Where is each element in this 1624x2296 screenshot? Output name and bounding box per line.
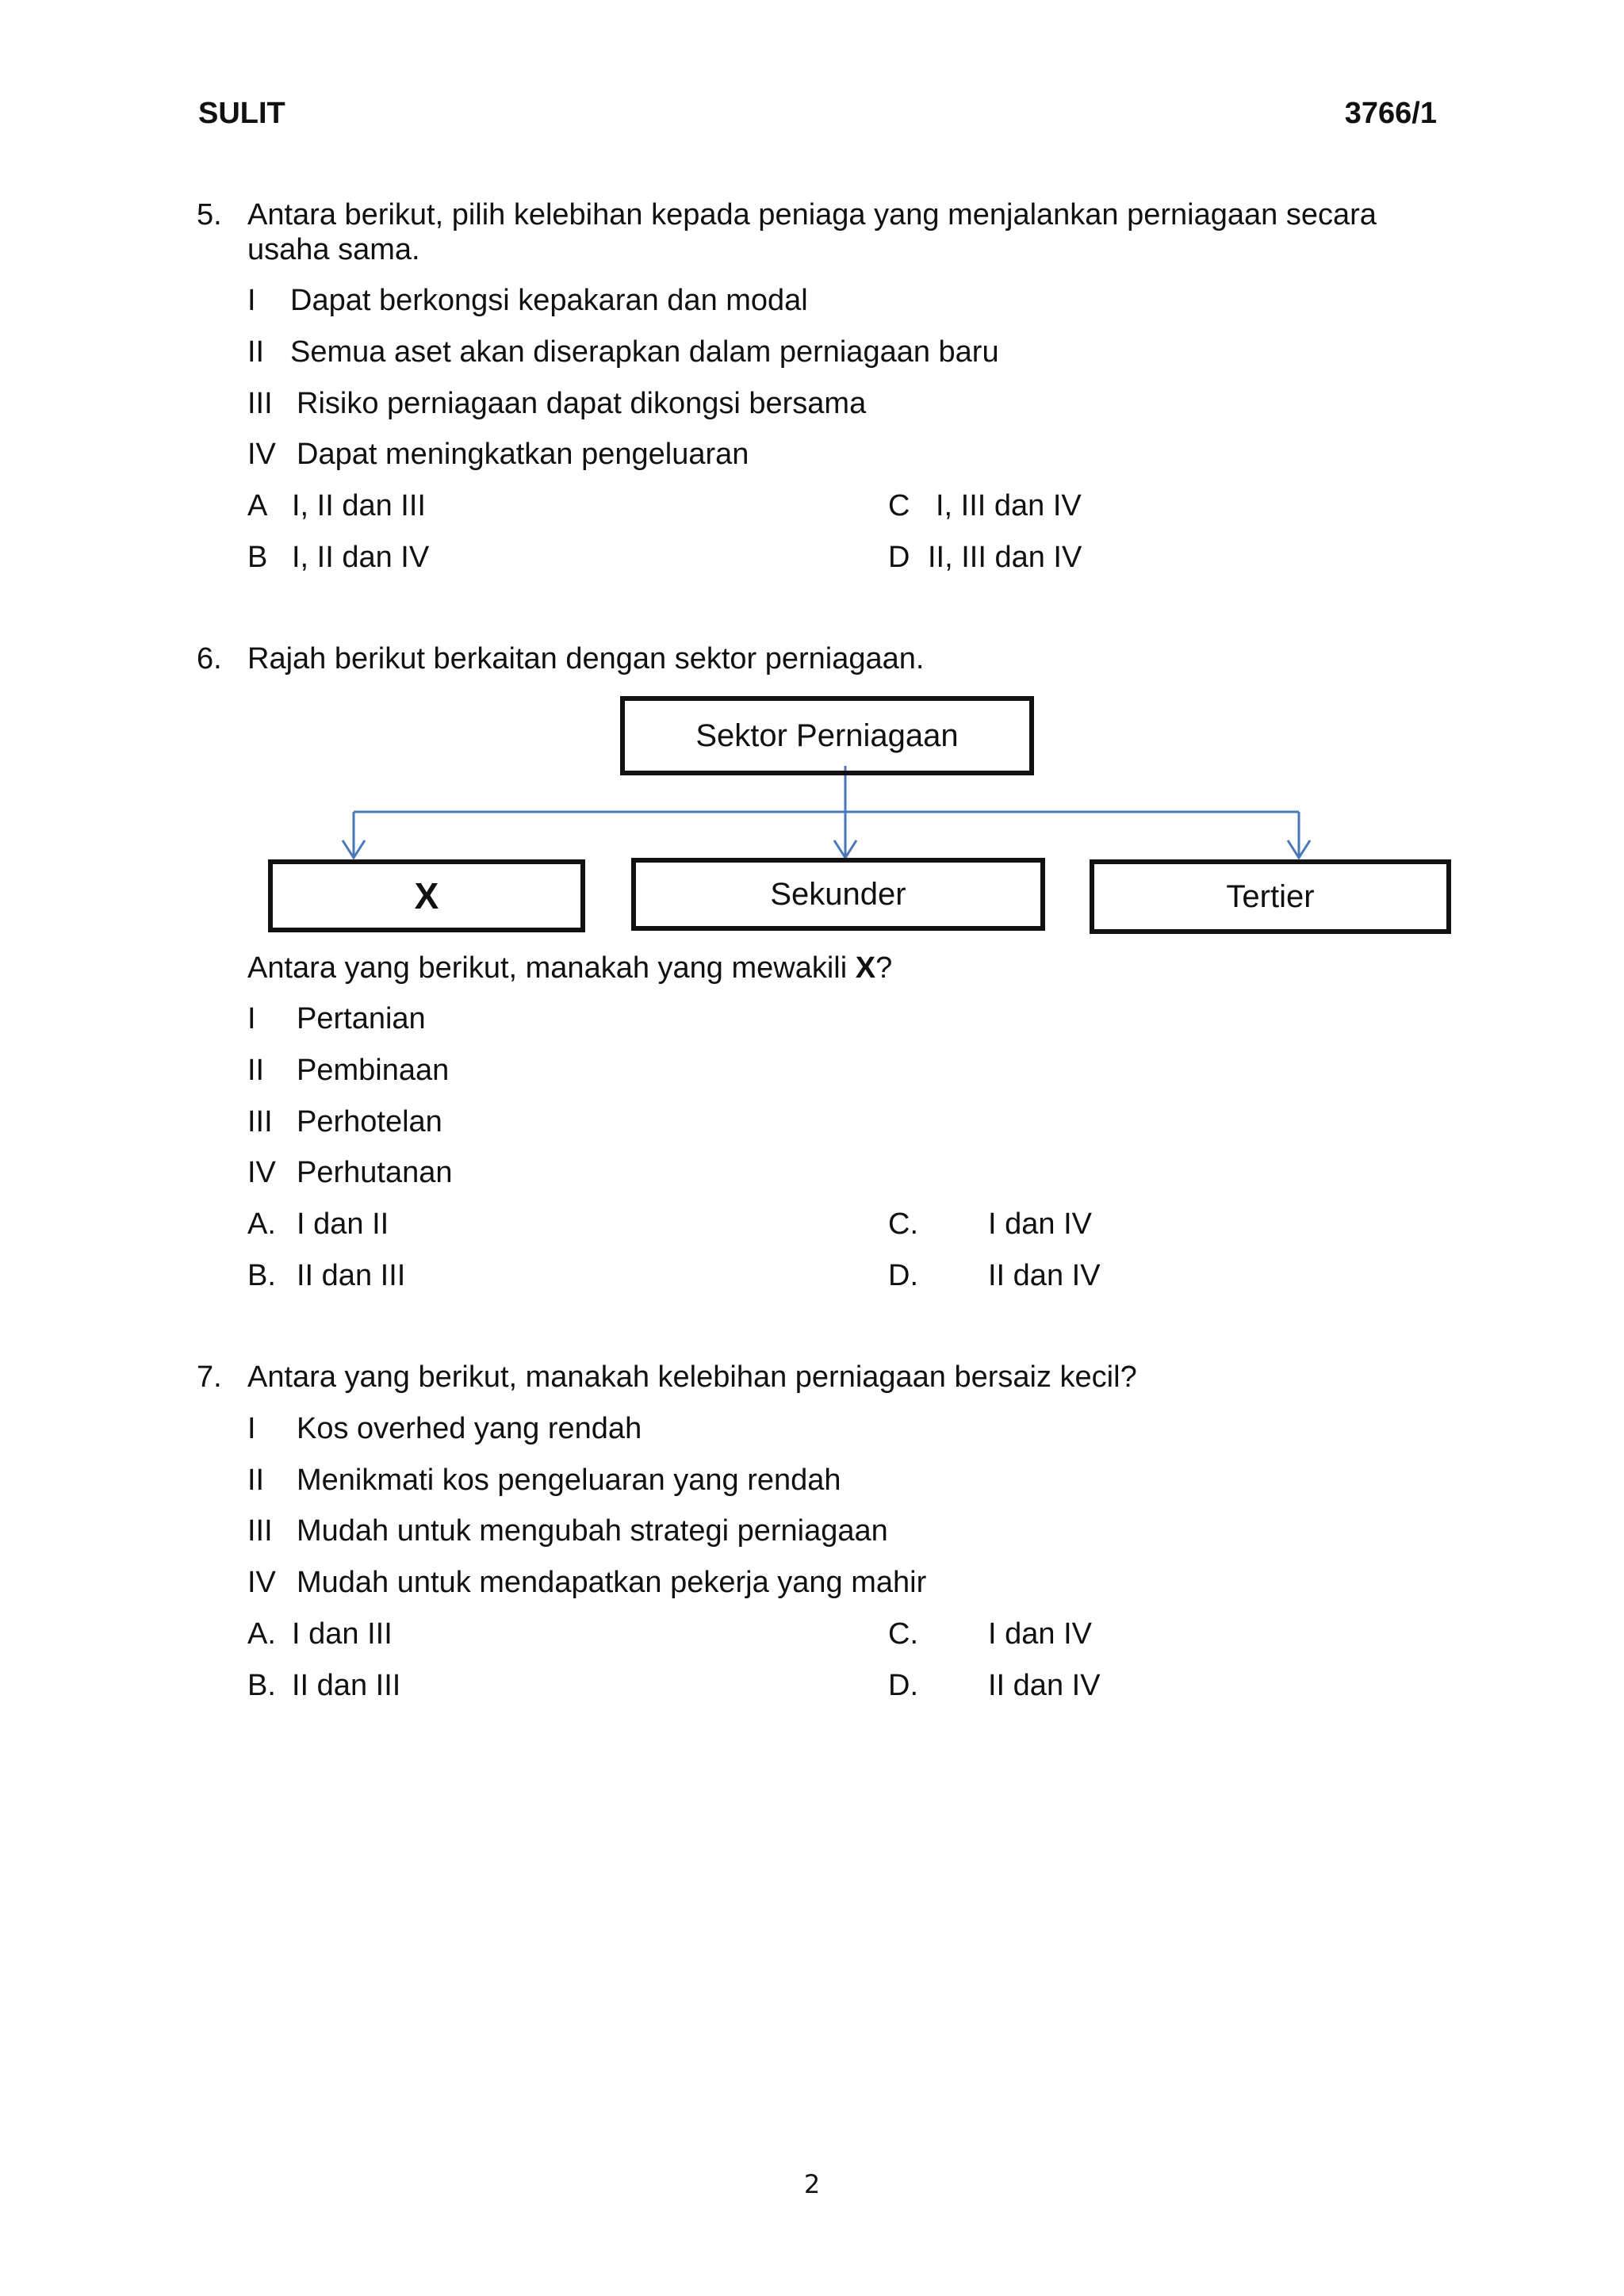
item-number: III (247, 387, 273, 420)
diagram-box-x: X (268, 859, 585, 932)
option-text: II dan III (297, 1259, 406, 1292)
question-text: Antara yang berikut, manakah kelebihan perniagaan bersaiz kecil? (247, 1360, 1137, 1394)
option-letter: B. (247, 1669, 276, 1702)
diagram-box-sekunder: Sekunder (631, 858, 1045, 931)
option-letter: A (247, 489, 268, 522)
diagram-root-box: Sektor Perniagaan (620, 696, 1034, 775)
item-number: III (247, 1514, 273, 1548)
header-sulit: SULIT (198, 97, 285, 130)
item-number: II (247, 1464, 265, 1497)
question-text-continued: usaha sama. (247, 233, 420, 266)
option-text: I dan IV (988, 1207, 1092, 1241)
question-number: 5. (197, 198, 222, 232)
question-prompt (247, 951, 892, 985)
option-letter: C (888, 489, 910, 522)
diagram-connectors (0, 0, 1624, 951)
option-text: II, III dan IV (928, 541, 1082, 574)
item-number: IV (247, 438, 276, 471)
option-text: I, II dan III (292, 489, 426, 522)
item-text: Risiko perniagaan dapat dikongsi bersama (297, 387, 867, 420)
item-text: Kos overhed yang rendah (297, 1412, 642, 1445)
item-text: Pembinaan (297, 1054, 450, 1087)
option-letter: D (888, 541, 910, 574)
diagram-box-tertier: Tertier (1090, 859, 1451, 934)
option-text: I, II dan IV (292, 541, 430, 574)
prompt-text: Antara yang berikut, manakah yang mewakili (247, 951, 856, 985)
option-letter: C. (888, 1207, 918, 1241)
option-letter: D. (888, 1259, 918, 1292)
option-letter: B (247, 541, 268, 574)
question-number: 6. (197, 642, 222, 675)
item-number: II (247, 1054, 265, 1087)
item-text: Mudah untuk mendapatkan pekerja yang mahir (297, 1566, 927, 1599)
option-text: I dan III (292, 1617, 393, 1651)
page-number: 2 (803, 2169, 821, 2199)
item-number: I (247, 1412, 256, 1445)
option-letter: D. (888, 1669, 918, 1702)
item-text: Perhutanan (297, 1156, 453, 1189)
item-number: IV (247, 1566, 276, 1599)
option-text: II dan IV (988, 1669, 1101, 1702)
option-letter: A. (247, 1207, 276, 1241)
prompt-bold-x: X (855, 951, 876, 985)
option-letter: C. (888, 1617, 918, 1651)
item-text: Mudah untuk mengubah strategi perniagaan (297, 1514, 888, 1548)
question-number: 7. (197, 1360, 222, 1394)
item-number: I (247, 1002, 256, 1035)
question-text: Antara berikut, pilih kelebihan kepada peniaga yang menjalankan perniagaan secara (247, 198, 1377, 232)
question-text: Rajah berikut berkaitan dengan sektor perniagaan. (247, 642, 925, 675)
item-text: Pertanian (297, 1002, 426, 1035)
option-text: I dan II (297, 1207, 389, 1241)
option-letter: A. (247, 1617, 276, 1651)
option-letter: B. (247, 1259, 276, 1292)
option-text: I, III dan IV (936, 489, 1082, 522)
item-number: II (247, 335, 265, 369)
option-text: I dan IV (988, 1617, 1092, 1651)
header-code: 3766/1 (1344, 97, 1437, 130)
item-text: Dapat berkongsi kepakaran dan modal (290, 284, 808, 317)
item-number: III (247, 1105, 273, 1138)
option-text: II dan III (292, 1669, 401, 1702)
item-number: IV (247, 1156, 276, 1189)
item-text: Dapat meningkatkan pengeluaran (297, 438, 749, 471)
item-text: Menikmati kos pengeluaran yang rendah (297, 1464, 841, 1497)
prompt-end: ? (875, 951, 893, 985)
item-text: Perhotelan (297, 1105, 442, 1138)
item-text: Semua aset akan diserapkan dalam perniagaan baru (290, 335, 999, 369)
option-text: II dan IV (988, 1259, 1101, 1292)
item-number: I (247, 284, 256, 317)
